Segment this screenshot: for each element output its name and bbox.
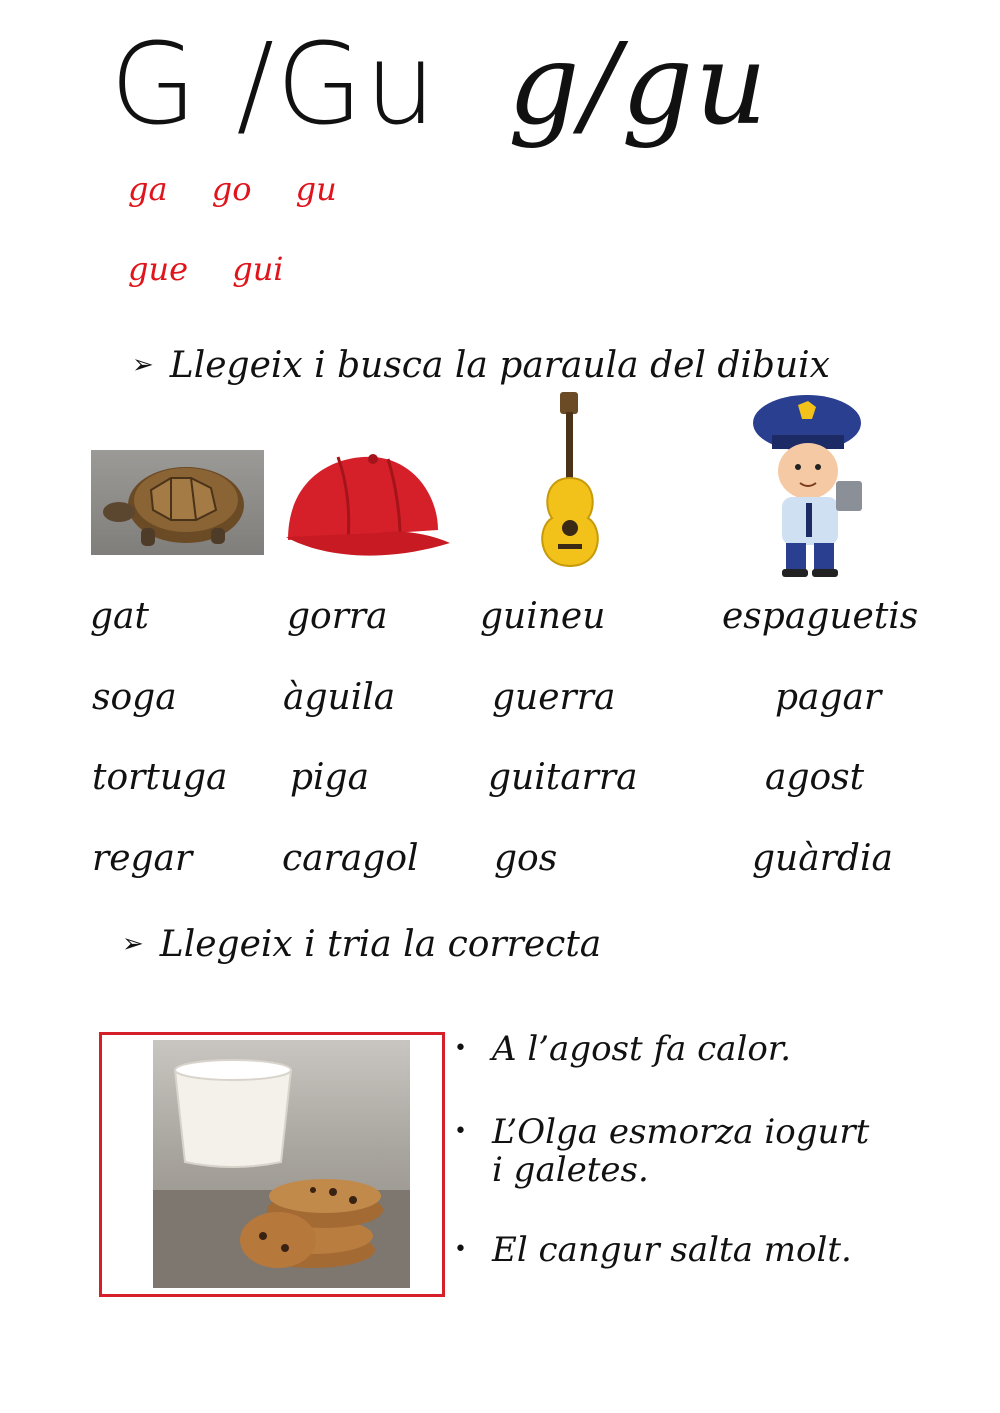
word: gorra <box>287 596 388 637</box>
word: guàrdia <box>752 838 893 879</box>
word: tortuga <box>92 757 228 798</box>
syllable: gu <box>295 170 337 208</box>
word: pagar <box>775 677 882 718</box>
arrow-bullet-icon: ➢ <box>122 929 144 959</box>
word: caragol <box>282 838 419 879</box>
word: guerra <box>492 677 616 718</box>
instruction-2 <box>122 924 601 965</box>
guitar-picture <box>530 390 610 570</box>
sentence-text-line-2: i galetes. <box>492 1150 649 1190</box>
syllables-row-2 <box>128 250 318 288</box>
sentence-option[interactable] <box>454 1230 932 1270</box>
sentence-text: A l’agost fa calor. <box>492 1029 792 1069</box>
word: piga <box>290 757 370 798</box>
police-officer-picture <box>752 393 882 578</box>
word: regar <box>92 838 193 879</box>
syllable: go <box>211 170 252 208</box>
guitar-icon <box>530 390 610 570</box>
word: guineu <box>480 596 606 637</box>
word: soga <box>92 677 177 718</box>
page-title <box>110 10 769 160</box>
syllable: gui <box>232 250 284 288</box>
cap-icon <box>278 445 453 570</box>
sentence-option[interactable] <box>454 1029 932 1069</box>
bullet-icon: • <box>454 1036 467 1061</box>
bullet-icon: • <box>454 1119 467 1144</box>
word: espaguetis <box>722 596 919 637</box>
tortoise-icon <box>91 450 264 555</box>
sentence-text-line-1: L’Olga esmorza iogurt <box>492 1112 870 1152</box>
title-uppercase: G /Gu <box>110 20 438 150</box>
sentence-text: El cangur salta molt. <box>492 1230 852 1270</box>
title-lowercase: g/gu <box>507 20 770 150</box>
sentence-option[interactable] <box>454 1112 942 1190</box>
police-officer-icon <box>752 393 882 578</box>
bullet-icon: • <box>454 1237 467 1262</box>
word: agost <box>765 757 865 798</box>
instruction-1 <box>132 345 830 386</box>
syllable: ga <box>128 170 168 208</box>
arrow-bullet-icon: ➢ <box>132 350 154 380</box>
milk-and-cookies-icon <box>153 1040 410 1288</box>
milk-cookies-photo <box>153 1040 410 1288</box>
syllables-row-1 <box>128 170 371 208</box>
word: àguila <box>283 677 396 718</box>
red-cap-picture <box>278 445 453 570</box>
instruction-2-text: Llegeix i tria la correcta <box>159 924 602 965</box>
word: guitarra <box>488 757 638 798</box>
word: gat <box>90 596 149 637</box>
instruction-1-text: Llegeix i busca la paraula del dibuix <box>169 345 830 386</box>
word: gos <box>494 838 558 879</box>
tortoise-photo <box>91 450 264 555</box>
syllable: gue <box>128 250 189 288</box>
